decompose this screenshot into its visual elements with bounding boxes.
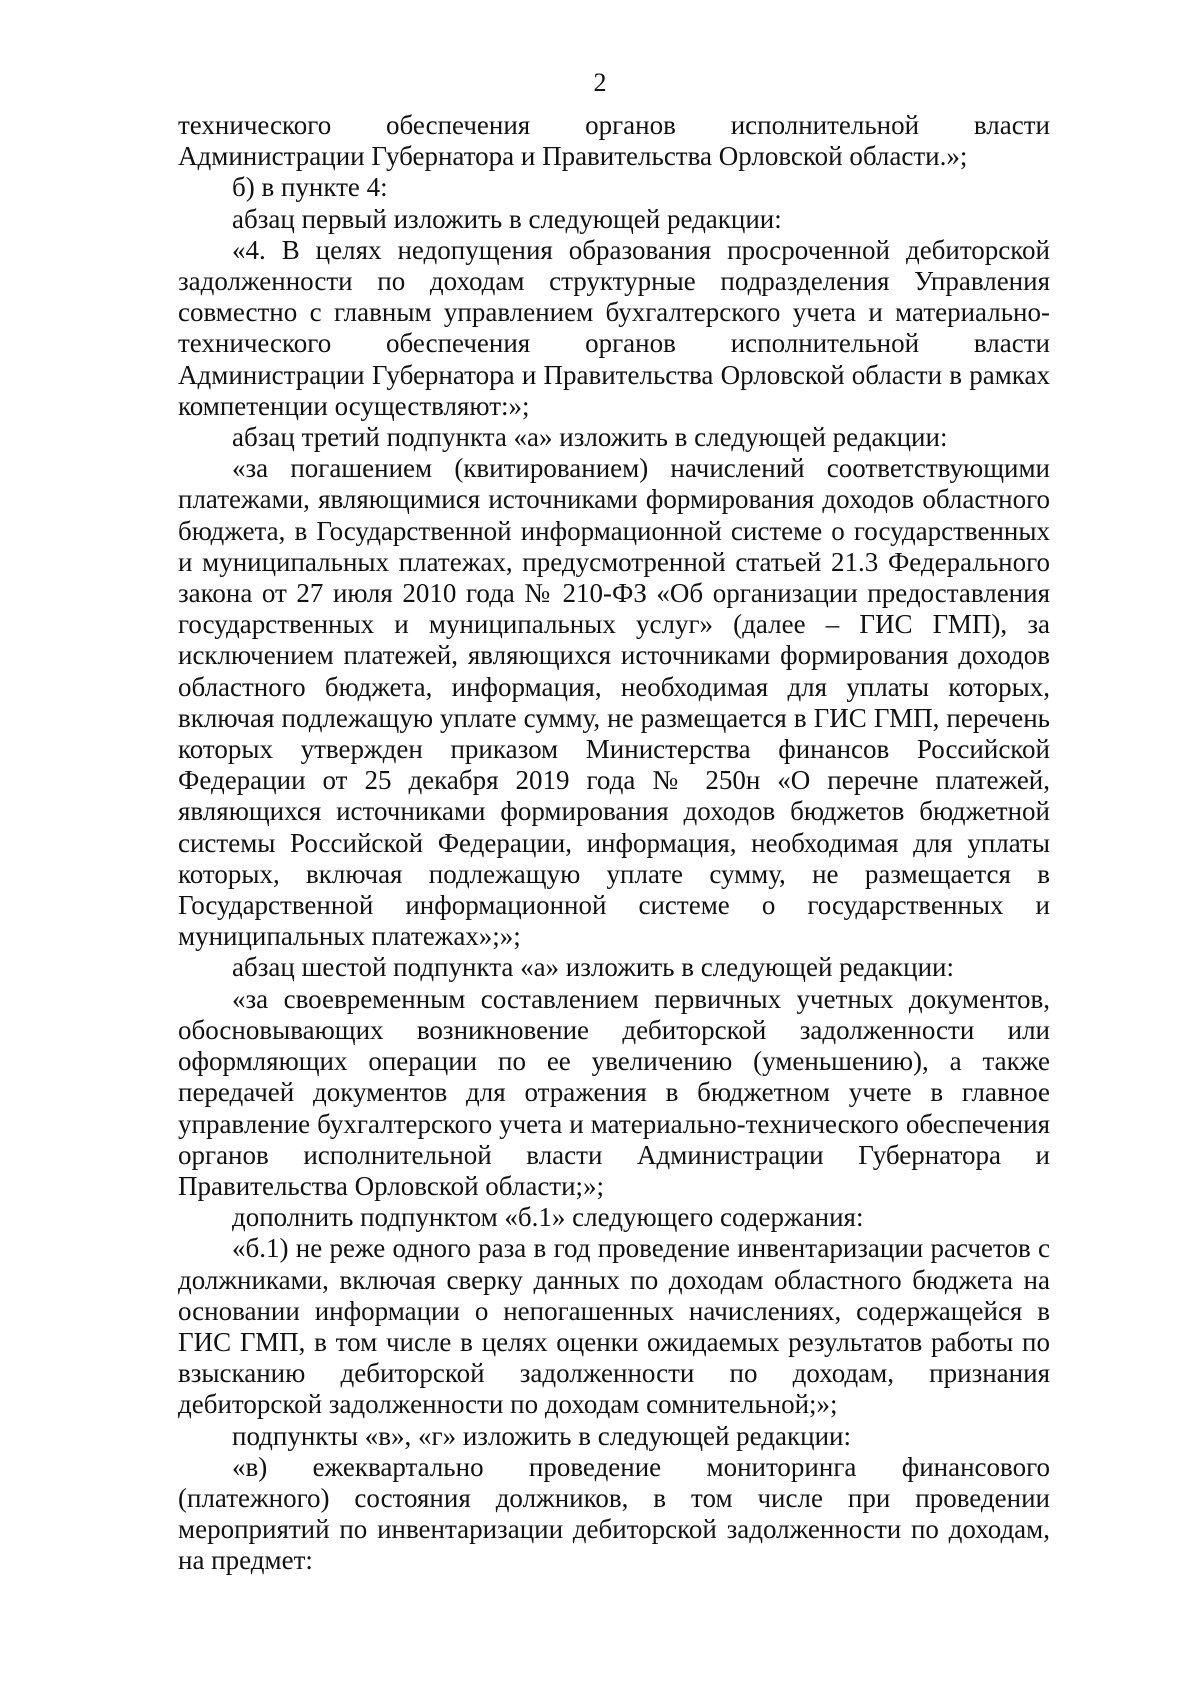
paragraph: «4. В целях недопущения образования просроченной дебиторской задолженности по доходам структурные подразделения Управления совместно с главным управлением бухгалтерского учета и материально-технического обеспечения органов исполнительной власти Администрации Губернатора и Правительства Орловской области в рамках компетенции осуществляют:»; [178, 234, 1050, 421]
paragraph: абзац шестой подпункта «а» изложить в следующей редакции: [232, 952, 954, 983]
paragraph: абзац первый изложить в следующей редакции: [232, 203, 782, 234]
paragraph: «за погашением (квитированием) начислений соответствующими платежами, являющимися источниками формирования доходов областного бюджета, в Государственной информационной системе о государственных и муниципальных платежах, предусмотренной статьей 21.3 Федерального закона от 27 июля 2010 года № 210-ФЗ «Об организации предоставления государственных и муниципальных услуг» (далее – ГИС ГМП), за исключением платежей, являющихся источниками формирования доходов областного бюджета, информация, необходимая для уплаты которых, включая подлежащую уплате сумму, не размещается в ГИС ГМП, перечень которых утвержден приказом Министерства финансов Российской Федерации от 25 декабря 2019 года № 250н «О перечне платежей, являющихся источниками формирования доходов бюджетов бюджетной системы Российской Федерации, информация, необходимая для уплаты которых, включая подлежащую уплате сумму, не размещается в Государственной информационной системе о государственных и муниципальных платежах»;»; [178, 453, 1050, 952]
paragraph: «б.1) не реже одного раза в год проведение инвентаризации расчетов с должниками, включая сверку данных по доходам областного бюджета на основании информации о непогашенных начислениях, содержащейся в ГИС ГМП, в том числе в целях оценки ожидаемых результатов работы по взысканию дебиторской задолженности по доходам, признания дебиторской задолженности по доходам сомнительной;»; [178, 1233, 1050, 1420]
paragraph: «за своевременным составлением первичных учетных документов, обосновывающих возникновение дебиторской задолженности или оформляющих операции по ее увеличению (уменьшению), а также передачей документов для отражения в бюджетном учете в главное управление бухгалтерского учета и материально-технического обеспечения органов исполнительной власти Администрации Губернатора и Правительства Орловской области;»; [178, 983, 1050, 1201]
paragraph: «в) ежеквартально проведение мониторинга финансового (платежного) состояния должников, в том числе при проведении мероприятий по инвентаризации дебиторской задолженности по доходам, на предмет: [178, 1451, 1050, 1576]
paragraph: подпункты «в», «г» изложить в следующей редакции: [232, 1420, 851, 1451]
paragraph: дополнить подпунктом «б.1» следующего содержания: [232, 1202, 864, 1233]
document-body [178, 110, 1050, 1577]
paragraph: абзац третий подпункта «а» изложить в следующей редакции: [232, 422, 948, 453]
paragraph: б) в пункте 4: [232, 172, 388, 203]
paragraph: технического обеспечения органов исполнительной власти Администрации Губернатора и Правительства Орловской области.»; [178, 110, 1050, 172]
page-number: 2 [593, 68, 607, 97]
